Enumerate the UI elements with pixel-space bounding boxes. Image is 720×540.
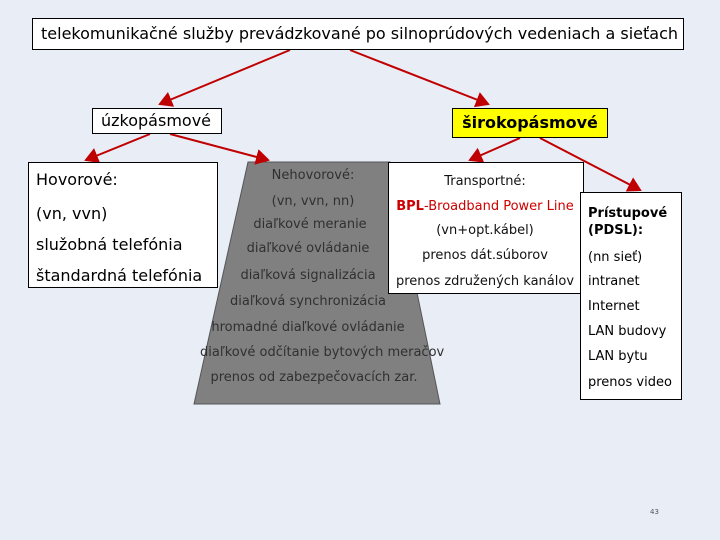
transport-item: prenos združených kanálov	[395, 274, 575, 289]
transport-heading: Transportné:	[444, 174, 526, 189]
bpl-prefix: BPL	[396, 199, 424, 214]
voice-item: štandardná telefónia	[36, 266, 203, 285]
nonvoice-item: diaľkové odčítanie bytových meračov	[200, 345, 445, 360]
nonvoice-item: hromadné diaľkové ovládanie	[211, 320, 405, 335]
narrowband-box	[92, 108, 222, 134]
arrow-narrow-to-voice	[86, 134, 150, 160]
access-item: prenos video	[588, 375, 672, 390]
access-item: LAN budovy	[588, 324, 667, 339]
transport-bpl	[390, 199, 580, 214]
top-title: telekomunikačné služby prevádzkované po silnoprúdových vedeniach a sieťach	[41, 24, 678, 43]
nonvoice-item: prenos od zabezpečovacích zar.	[210, 370, 418, 385]
page-number: 43	[650, 508, 659, 516]
access-item: intranet	[588, 274, 640, 289]
nonvoice-item: diaľkové ovládanie	[246, 241, 370, 256]
access-heading-2: (PDSL):	[588, 223, 644, 238]
nonvoice-item: diaľkové meranie	[253, 217, 367, 232]
nonvoice-item: (vn, vvn, nn)	[271, 194, 355, 209]
access-item: Internet	[588, 299, 640, 314]
voice-item: (vn, vvn)	[36, 204, 108, 223]
nonvoice-item: diaľková signalizácia	[240, 268, 376, 283]
nonvoice-item: diaľková synchronizácia	[230, 294, 386, 309]
nonvoice-heading: Nehovorové:	[271, 168, 355, 183]
bpl-rest: -Broadband Power Line	[423, 199, 574, 214]
arrow-broad-to-transport	[470, 138, 520, 160]
voice-item: služobná telefónia	[36, 235, 183, 254]
arrow-top-to-broad	[350, 50, 488, 104]
access-heading-1: Prístupové	[588, 206, 668, 221]
arrow-narrow-to-nonvoice	[170, 134, 268, 160]
access-item: LAN bytu	[588, 349, 648, 364]
top-title-box	[32, 18, 684, 50]
broadband-box	[452, 108, 608, 138]
arrow-top-to-narrow	[160, 50, 290, 104]
access-item: (nn sieť)	[588, 250, 643, 265]
narrowband-label: úzkopásmové	[101, 111, 212, 130]
transport-item: (vn+opt.kábel)	[436, 223, 534, 238]
voice-heading: Hovorové:	[36, 170, 118, 189]
broadband-label: širokopásmové	[462, 113, 598, 132]
transport-item: prenos dát.súborov	[422, 248, 548, 263]
